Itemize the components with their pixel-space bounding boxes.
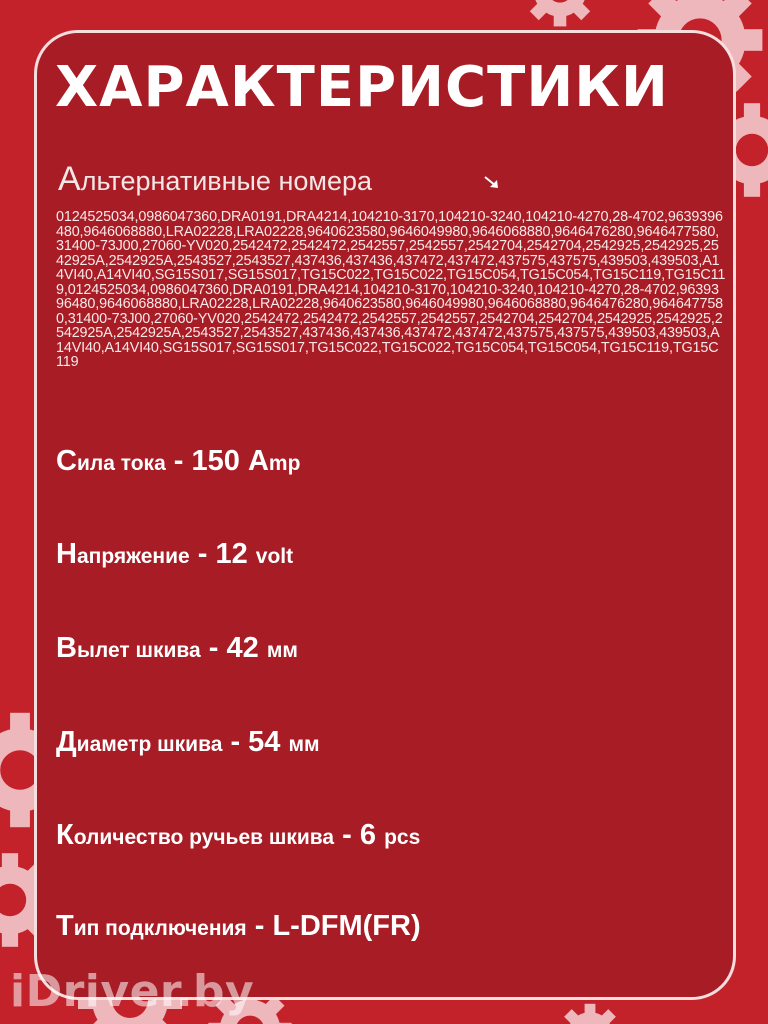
spec-label-initial: Д	[56, 726, 77, 758]
watermark: iDriver.by	[10, 966, 255, 1017]
alternative-numbers-heading	[58, 162, 372, 196]
spec-row	[56, 821, 420, 850]
page-title: ХАРАКТЕРИСТИКИ	[55, 55, 669, 120]
spec-label: апряжение	[76, 545, 190, 568]
spec-label: оличество ручьев шкива	[73, 826, 335, 849]
spec-label-initial: К	[56, 819, 74, 851]
spec-unit-initial: А	[239, 445, 269, 477]
spec-row	[56, 912, 421, 941]
spec-unit: мм	[288, 733, 320, 756]
spec-unit: mp	[268, 452, 301, 475]
spec-value: 150	[191, 445, 240, 477]
spec-label-initial: Т	[56, 910, 74, 942]
spec-separator: -	[165, 445, 192, 477]
spec-value: L-DFM(FR)	[272, 910, 421, 942]
heading-initial: А	[58, 160, 81, 198]
spec-value: 42	[226, 632, 259, 664]
spec-label-initial: В	[56, 632, 77, 664]
spec-label: ила тока	[76, 452, 166, 475]
spec-label: иаметр шкива	[76, 733, 223, 756]
alternative-numbers-list: 0124525034,0986047360,DRA0191,DRA4214,104210-3170,104210-3240,104210-4270,28-4702,9639396480,9646068880,LRA02228,LRA02228,9640623580,9646049980,9646068880,9646476280,9646477580,31400-73J00,27060-YV020,2542472,2542472,2542557,2542557,2542704,2542704,2542925,2542925,2542925A,2542925A,2543527,2543527,437436,437436,437472,437472,437575,437575,439503,439503,A14VI40,A14VI40,SG15S017,SG15S017,TG15C022,TG15C022,TG15C054,TG15C054,TG15C119,TG15C119,0124525034,0986047360,DRA0191,DRA4214,104210-3170,104210-3240,104210-4270,28-4702,9639396480,9646068880,LRA02228,LRA02228,9640623580,9646049980,9646068880,9646476280,9646477580,31400-73J00,27060-YV020,2542472,2542472,2542557,2542557,2542704,2542704,2542925,2542925,2542925A,2542925A,2543527,2543527,437436,437436,437472,437472,437575,437575,439503,439503,A14VI40,A14VI40,SG15S017,SG15S017,TG15C022,TG15C022,TG15C054,TG15C054,TG15C119,TG15C119	[56, 209, 726, 370]
spec-separator: -	[200, 632, 227, 664]
spec-unit-initial	[248, 538, 256, 570]
spec-unit: volt	[255, 545, 294, 568]
spec-unit-initial	[376, 819, 384, 851]
spec-row	[56, 447, 300, 476]
spec-value: 12	[215, 538, 248, 570]
spec-row	[56, 634, 298, 663]
spec-separator: -	[189, 538, 216, 570]
spec-unit-initial	[259, 632, 267, 664]
spec-value: 54	[248, 726, 281, 758]
spec-label-initial: С	[56, 445, 77, 477]
heading-rest: льтернативные номера	[80, 166, 372, 196]
spec-separator: -	[222, 726, 249, 758]
spec-row	[56, 540, 293, 569]
spec-value: 6	[359, 819, 377, 851]
spec-row	[56, 728, 320, 757]
gear-icon	[524, 0, 597, 26]
spec-label: ылет шкива	[76, 639, 201, 662]
spec-label-initial: Н	[56, 538, 77, 570]
spec-unit: мм	[266, 639, 298, 662]
spec-unit-initial	[280, 726, 288, 758]
spec-separator: -	[334, 819, 360, 851]
gear-icon	[559, 1004, 621, 1024]
spec-separator: -	[246, 910, 273, 942]
spec-unit: pcs	[384, 826, 421, 849]
arrow-down-right-icon	[482, 172, 502, 192]
spec-label: ип подключения	[73, 917, 247, 940]
